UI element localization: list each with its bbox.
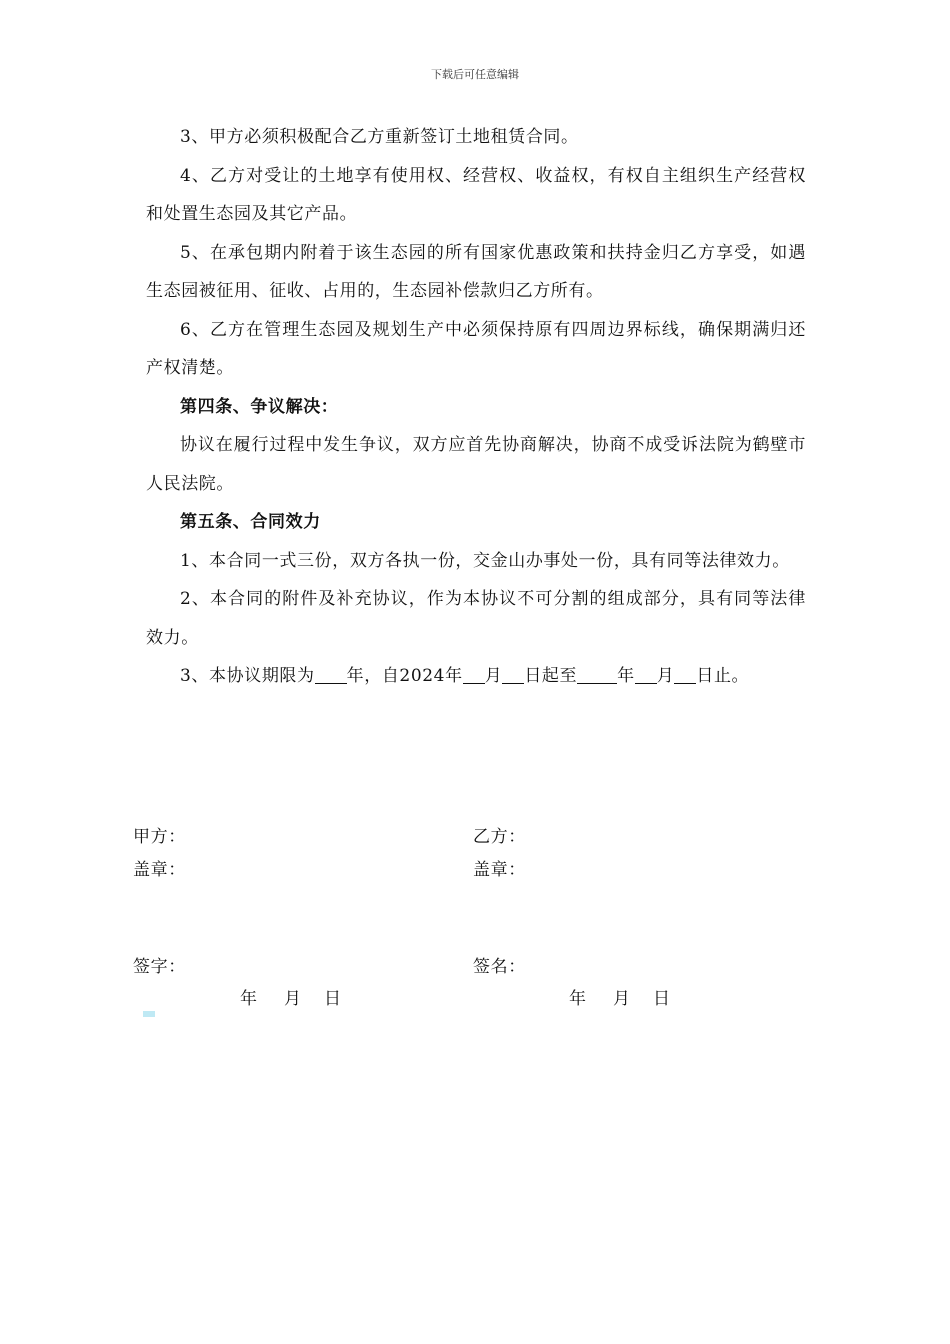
date-month-label: 月 [284,989,302,1009]
term-text-4: 日起至 [524,666,578,686]
term-years-blank[interactable] [315,665,347,684]
party-b-date [569,984,671,1009]
article4-text: 协议在履行过程中发生争议，双方应首先协商解决，协商不成受诉法院为鹤壁市人民法院。 [146,435,806,494]
date-day-label: 日 [653,989,671,1009]
article5-item1: 1、本合同一式三份，双方各执一份，交金山办事处一份，具有同等法律效力。 [180,550,790,571]
date-year-label: 年 [569,989,587,1009]
end-month-blank[interactable] [635,665,657,684]
page-header-note: 下载后可任意编辑 [431,68,519,81]
date-day-label: 日 [324,989,342,1009]
party-a-date [240,984,342,1009]
end-year-blank[interactable] [577,665,617,684]
party-b-label: 乙方： [473,827,526,847]
term-text-1: 3、本协议期限为 [180,666,315,686]
term-text-2: 年，自2024年 [346,666,463,686]
term-text-6: 月 [656,666,675,686]
contract-body [146,118,806,696]
article3-item5: 5、在承包期内附着于该生态园的所有国家优惠政策和扶持金归乙方享受，如遇生态园被征用、征收、占用的，生态园补偿款归乙方所有。 [146,242,806,301]
party-a-label: 甲方： [133,827,186,847]
article5-item2: 2、本合同的附件及补充协议，作为本协议不可分割的组成部分，具有同等法律效力。 [146,589,806,648]
end-day-blank[interactable] [674,665,696,684]
term-text-5: 年 [617,666,635,686]
date-month-label: 月 [613,989,631,1009]
term-text-7: 日止。 [696,666,750,686]
text-cursor-highlight [143,1011,155,1017]
party-b-seal-label: 盖章： [473,860,526,880]
start-month-blank[interactable] [463,665,485,684]
party-a-seal-label: 盖章： [133,860,186,880]
term-text-3: 月 [484,666,503,686]
article3-item4: 4、乙方对受让的土地享有使用权、经营权、收益权，有权自主组织生产经营权和处置生态园及其它产品。 [146,165,806,224]
article5-title: 第五条、合同效力 [180,512,321,532]
article3-item3: 3、甲方必须积极配合乙方重新签订土地租赁合同。 [180,127,579,147]
article5-item3 [146,657,806,696]
party-b-sign-label: 签名： [473,957,526,977]
article3-item6: 6、乙方在管理生态园及规划生产中必须保持原有四周边界标线，确保期满归还产权清楚。 [146,319,806,378]
party-a-sign-label: 签字： [133,957,186,977]
date-year-label: 年 [240,989,258,1009]
article4-title: 第四条、争议解决： [180,396,339,417]
start-day-blank[interactable] [502,665,524,684]
